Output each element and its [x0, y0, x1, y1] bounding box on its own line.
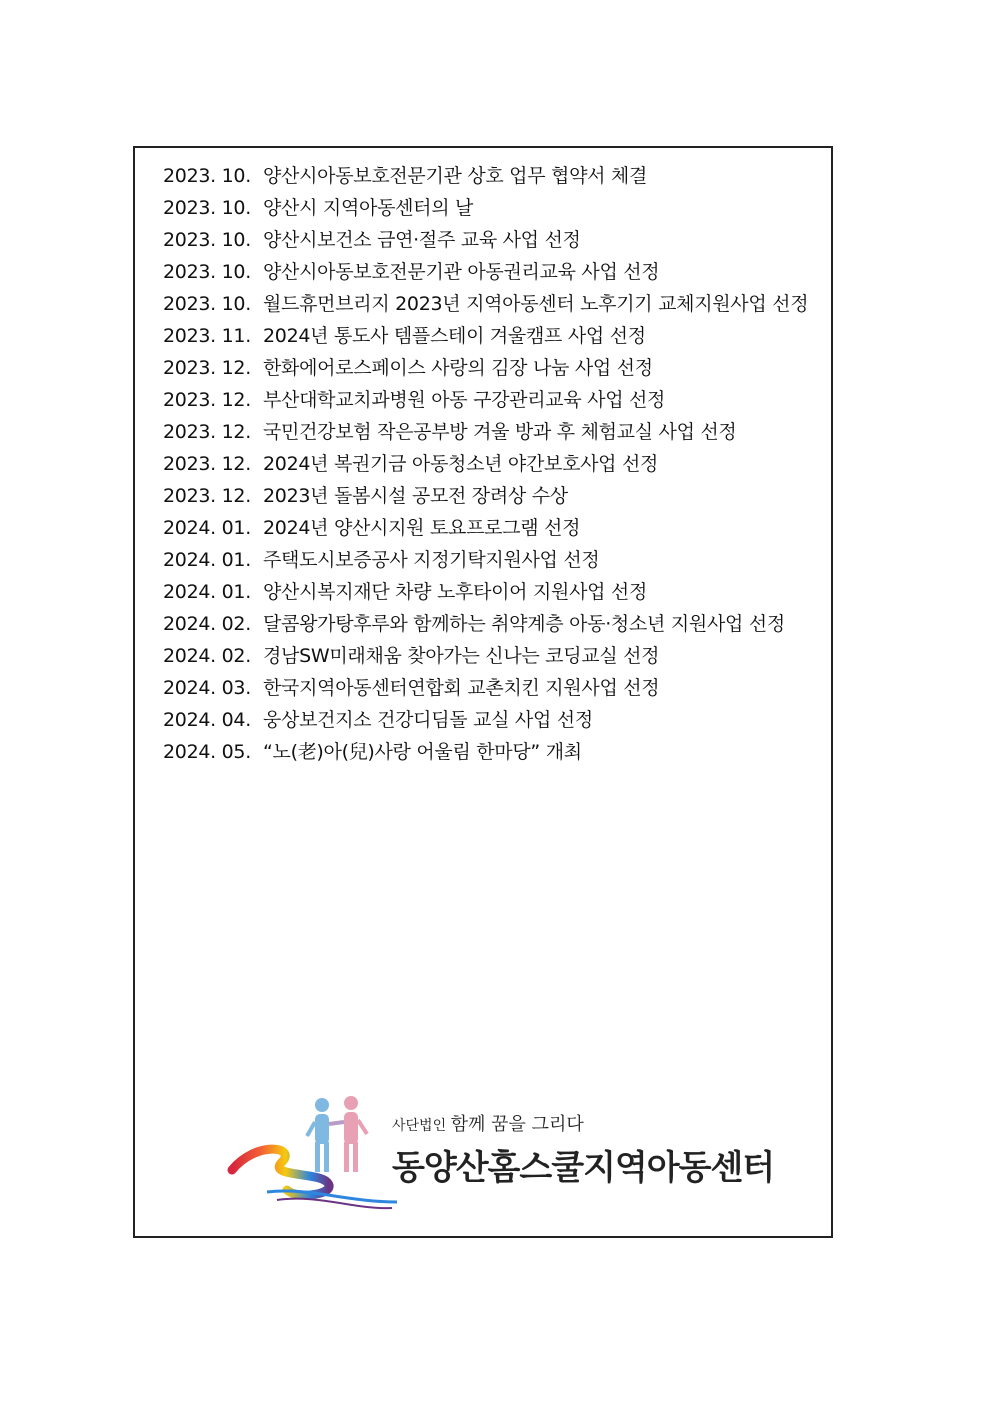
entry-text: 달콤왕가탕후루와 함께하는 취약계층 아동·청소년 지원사업 선정 [263, 613, 785, 635]
entry-date: 2023. 10. [163, 293, 251, 315]
history-entry [163, 576, 828, 608]
entry-date: 2023. 12. [163, 453, 251, 475]
history-box [133, 146, 833, 1238]
entry-date: 2024. 01. [163, 549, 251, 571]
entry-text: 한화에어로스페이스 사랑의 김장 나눔 사업 선정 [263, 357, 653, 379]
entry-date: 2023. 12. [163, 389, 251, 411]
history-list [163, 160, 828, 768]
entry-date: 2023. 10. [163, 165, 251, 187]
history-entry [163, 672, 828, 704]
entry-text: 2024년 양산시지원 토요프로그램 선정 [263, 517, 581, 539]
entry-date: 2023. 12. [163, 421, 251, 443]
entry-date: 2023. 11. [163, 325, 251, 347]
history-entry [163, 384, 828, 416]
entry-text: “노(老)아(兒)사랑 어울림 한마당” 개최 [263, 741, 582, 763]
logo-organization-name: 동양산홈스쿨지역아동센터 [392, 1148, 775, 1188]
history-entry [163, 480, 828, 512]
history-entry [163, 512, 828, 544]
history-entry [163, 416, 828, 448]
history-entry [163, 736, 828, 768]
entry-text: 2024년 복권기금 아동청소년 야간보호사업 선정 [263, 453, 659, 475]
history-entry [163, 192, 828, 224]
history-entry [163, 256, 828, 288]
entry-date: 2024. 02. [163, 645, 251, 667]
entry-date: 2023. 10. [163, 197, 251, 219]
entry-text: 국민건강보험 작은공부방 겨울 방과 후 체험교실 사업 선정 [263, 421, 737, 443]
entry-date: 2024. 03. [163, 677, 251, 699]
entry-text: 2024년 통도사 템플스테이 겨울캠프 사업 선정 [263, 325, 646, 347]
entry-text: 웅상보건지소 건강디딤돌 교실 사업 선정 [263, 709, 593, 731]
entry-text: 양산시 지역아동센터의 날 [263, 197, 474, 219]
history-entry [163, 320, 828, 352]
history-entry [163, 608, 828, 640]
entry-date: 2023. 12. [163, 357, 251, 379]
logo-prefix: 사단법인 [392, 1118, 447, 1134]
history-entry [163, 448, 828, 480]
entry-text: 경남SW미래채움 찾아가는 신나는 코딩교실 선정 [263, 645, 660, 667]
entry-text: 월드휴먼브리지 2023년 지역아동센터 노후기기 교체지원사업 선정 [263, 293, 809, 315]
entry-text: 양산시보건소 금연·절주 교육 사업 선정 [263, 229, 581, 251]
entry-date: 2024. 02. [163, 613, 251, 635]
entry-date: 2023. 12. [163, 485, 251, 507]
entry-text: 양산시아동보호전문기관 아동권리교육 사업 선정 [263, 261, 660, 283]
entry-date: 2024. 04. [163, 709, 251, 731]
logo-slogan: 함께 꿈을 그리다 [450, 1114, 584, 1135]
entry-text: 2023년 돌봄시설 공모전 장려상 수상 [263, 485, 568, 507]
entry-date: 2024. 01. [163, 517, 251, 539]
entry-text: 양산시아동보호전문기관 상호 업무 협약서 체결 [263, 165, 648, 187]
entry-date: 2023. 10. [163, 229, 251, 251]
entry-text: 한국지역아동센터연합회 교촌치킨 지원사업 선정 [263, 677, 660, 699]
history-entry [163, 544, 828, 576]
children-rainbow-icon [227, 1092, 397, 1212]
entry-text: 주택도시보증공사 지정기탁지원사업 선정 [263, 549, 600, 571]
entry-date: 2024. 01. [163, 581, 251, 603]
entry-date: 2023. 10. [163, 261, 251, 283]
entry-text: 양산시복지재단 차량 노후타이어 지원사업 선정 [263, 581, 648, 603]
history-entry [163, 704, 828, 736]
logo-subtitle [392, 1110, 584, 1136]
history-entry [163, 640, 828, 672]
organization-logo [227, 1092, 787, 1212]
history-entry [163, 288, 828, 320]
entry-date: 2024. 05. [163, 741, 251, 763]
history-entry [163, 352, 828, 384]
history-entry [163, 160, 828, 192]
history-entry [163, 224, 828, 256]
entry-text: 부산대학교치과병원 아동 구강관리교육 사업 선정 [263, 389, 666, 411]
